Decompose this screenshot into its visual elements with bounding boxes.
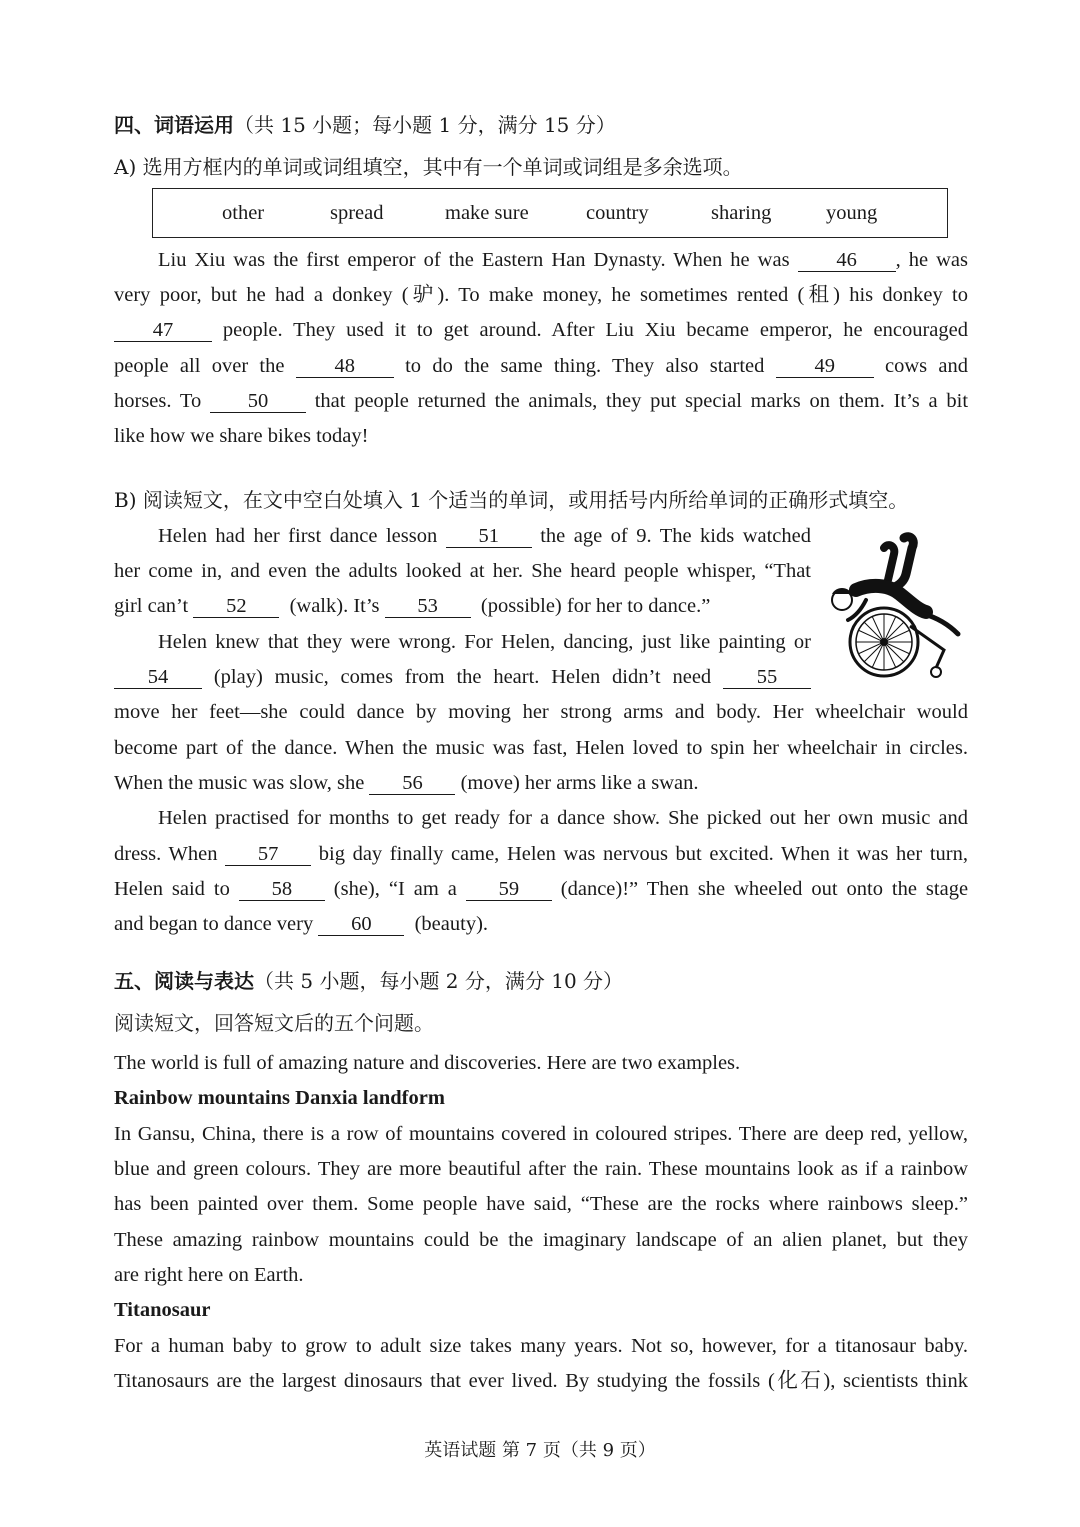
- passage-a-line: very poor, but he had a donkey (驴). To make money, he sometimes rented (租) his donkey to: [114, 284, 968, 306]
- article-line: Titanosaurs are the largest dinosaurs that ever lived. By studying the fossils (化石), scientists think: [114, 1370, 968, 1392]
- blank-49[interactable]: 49: [776, 355, 874, 378]
- article-title-rainbow-mountains: Rainbow mountains Danxia landform: [114, 1087, 445, 1109]
- passage-a-line: like how we share bikes today!: [114, 425, 369, 447]
- section-5-heading: 五、阅读与表达（共 5 小题，每小题 2 分，满分 10 分）: [114, 969, 624, 993]
- word-bank-box: [152, 188, 948, 238]
- blank-51[interactable]: 51: [446, 525, 532, 548]
- blank-54[interactable]: 54: [114, 666, 202, 689]
- passage-a-line: horses. To 50 that people returned the animals, they put special marks on them. It’s a bit: [114, 390, 969, 412]
- section-4-heading: 四、词语运用（共 15 小题；每小题 1 分，满分 15 分）: [114, 113, 616, 137]
- article-line: For a human baby to grow to adult size takes many years. Not so, however, for a titanosaur baby.: [114, 1335, 968, 1357]
- passage-b-line: move her feet—she could dance by moving her strong arms and body. Her wheelchair would: [114, 701, 968, 723]
- passage-b-line: Helen said to 58 (she), “I am a 59 (dance)!” Then she wheeled out onto the stage: [114, 878, 969, 900]
- passage-b-line: her come in, and even the adults looked at her. She heard people whisper, “That: [114, 560, 811, 582]
- blank-53[interactable]: 53: [385, 595, 471, 618]
- article-line: has been painted over them. Some people have said, “These are the rocks where rainbows sleep.”: [114, 1193, 968, 1215]
- blank-57[interactable]: 57: [225, 843, 311, 866]
- blank-59[interactable]: 59: [466, 878, 552, 901]
- blank-46[interactable]: 46: [798, 249, 896, 272]
- article-line: These amazing rainbow mountains could be the imaginary landscape of an alien planet, but they: [114, 1229, 968, 1251]
- article-title-titanosaur: Titanosaur: [114, 1299, 211, 1321]
- passage-b-line: dress. When 57 big day finally came, Helen was nervous but excited. When it was her turn,: [114, 843, 969, 865]
- passage-b-line: Helen knew that they were wrong. For Helen, dancing, just like painting or: [158, 631, 811, 653]
- page-footer: 英语试题 第 7 页（共 9 页）: [424, 1440, 656, 1461]
- word-option: country: [586, 202, 649, 224]
- blank-50[interactable]: 50: [210, 390, 306, 413]
- passage-b-line: Helen practised for months to get ready for a dance show. She picked out her own music and: [158, 807, 968, 829]
- word-option: sharing: [711, 202, 772, 224]
- blank-52[interactable]: 52: [193, 595, 279, 618]
- passage-b-line: and began to dance very 60 (beauty).: [114, 913, 489, 935]
- passage-b-line: 54 (play) music, comes from the heart. Helen didn’t need 55: [114, 661, 811, 693]
- blank-48[interactable]: 48: [296, 355, 394, 378]
- passage-b-line: become part of the dance. When the music was fast, Helen loved to spin her wheelchair in circles.: [114, 737, 968, 759]
- part-a-instruction: A) 选用方框内的单词或词组填空，其中有一个单词或词组是多余选项。: [114, 155, 743, 179]
- passage-a-line: people all over the 48 to do the same thing. They also started 49 cows and: [114, 355, 969, 377]
- section-5-instruction: 阅读短文，回答短文后的五个问题。: [114, 1011, 434, 1035]
- word-option: make sure: [445, 202, 529, 224]
- article-line: In Gansu, China, there is a row of mountains covered in coloured stripes. There are deep red, yellow,: [114, 1123, 968, 1145]
- blank-56[interactable]: 56: [369, 772, 455, 795]
- passage-a-line: 47 people. They used it to get around. After Liu Xiu became emperor, he encouraged: [114, 314, 968, 346]
- article-line: blue and green colours. They are more beautiful after the rain. These mountains look as if a rainbow: [114, 1158, 968, 1180]
- blank-55[interactable]: 55: [723, 666, 811, 689]
- wheelchair-dancer-icon: [826, 530, 968, 690]
- blank-60[interactable]: 60: [318, 913, 404, 936]
- passage-b-line: girl can’t 52 (walk). It’s 53 (possible) for her to dance.”: [114, 595, 711, 617]
- blank-47[interactable]: 47: [114, 319, 212, 342]
- blank-58[interactable]: 58: [239, 878, 325, 901]
- word-option: young: [826, 202, 878, 224]
- word-option: other: [222, 202, 265, 224]
- article-line: are right here on Earth.: [114, 1264, 304, 1286]
- word-option: spread: [330, 202, 384, 224]
- wheelchair-dancer-illustration: [826, 530, 968, 690]
- passage-b-line: When the music was slow, she 56 (move) her arms like a swan.: [114, 772, 699, 794]
- passage-b-line: Helen had her first dance lesson 51 the age of 9. The kids watched: [158, 525, 812, 547]
- passage-a-line: Liu Xiu was the first emperor of the Eastern Han Dynasty. When he was 46 , he was: [158, 249, 968, 271]
- part-b-instruction: B) 阅读短文，在文中空白处填入 1 个适当的单词，或用括号内所给单词的正确形式填空。: [114, 488, 909, 512]
- intro-line: The world is full of amazing nature and discoveries. Here are two examples.: [114, 1052, 741, 1074]
